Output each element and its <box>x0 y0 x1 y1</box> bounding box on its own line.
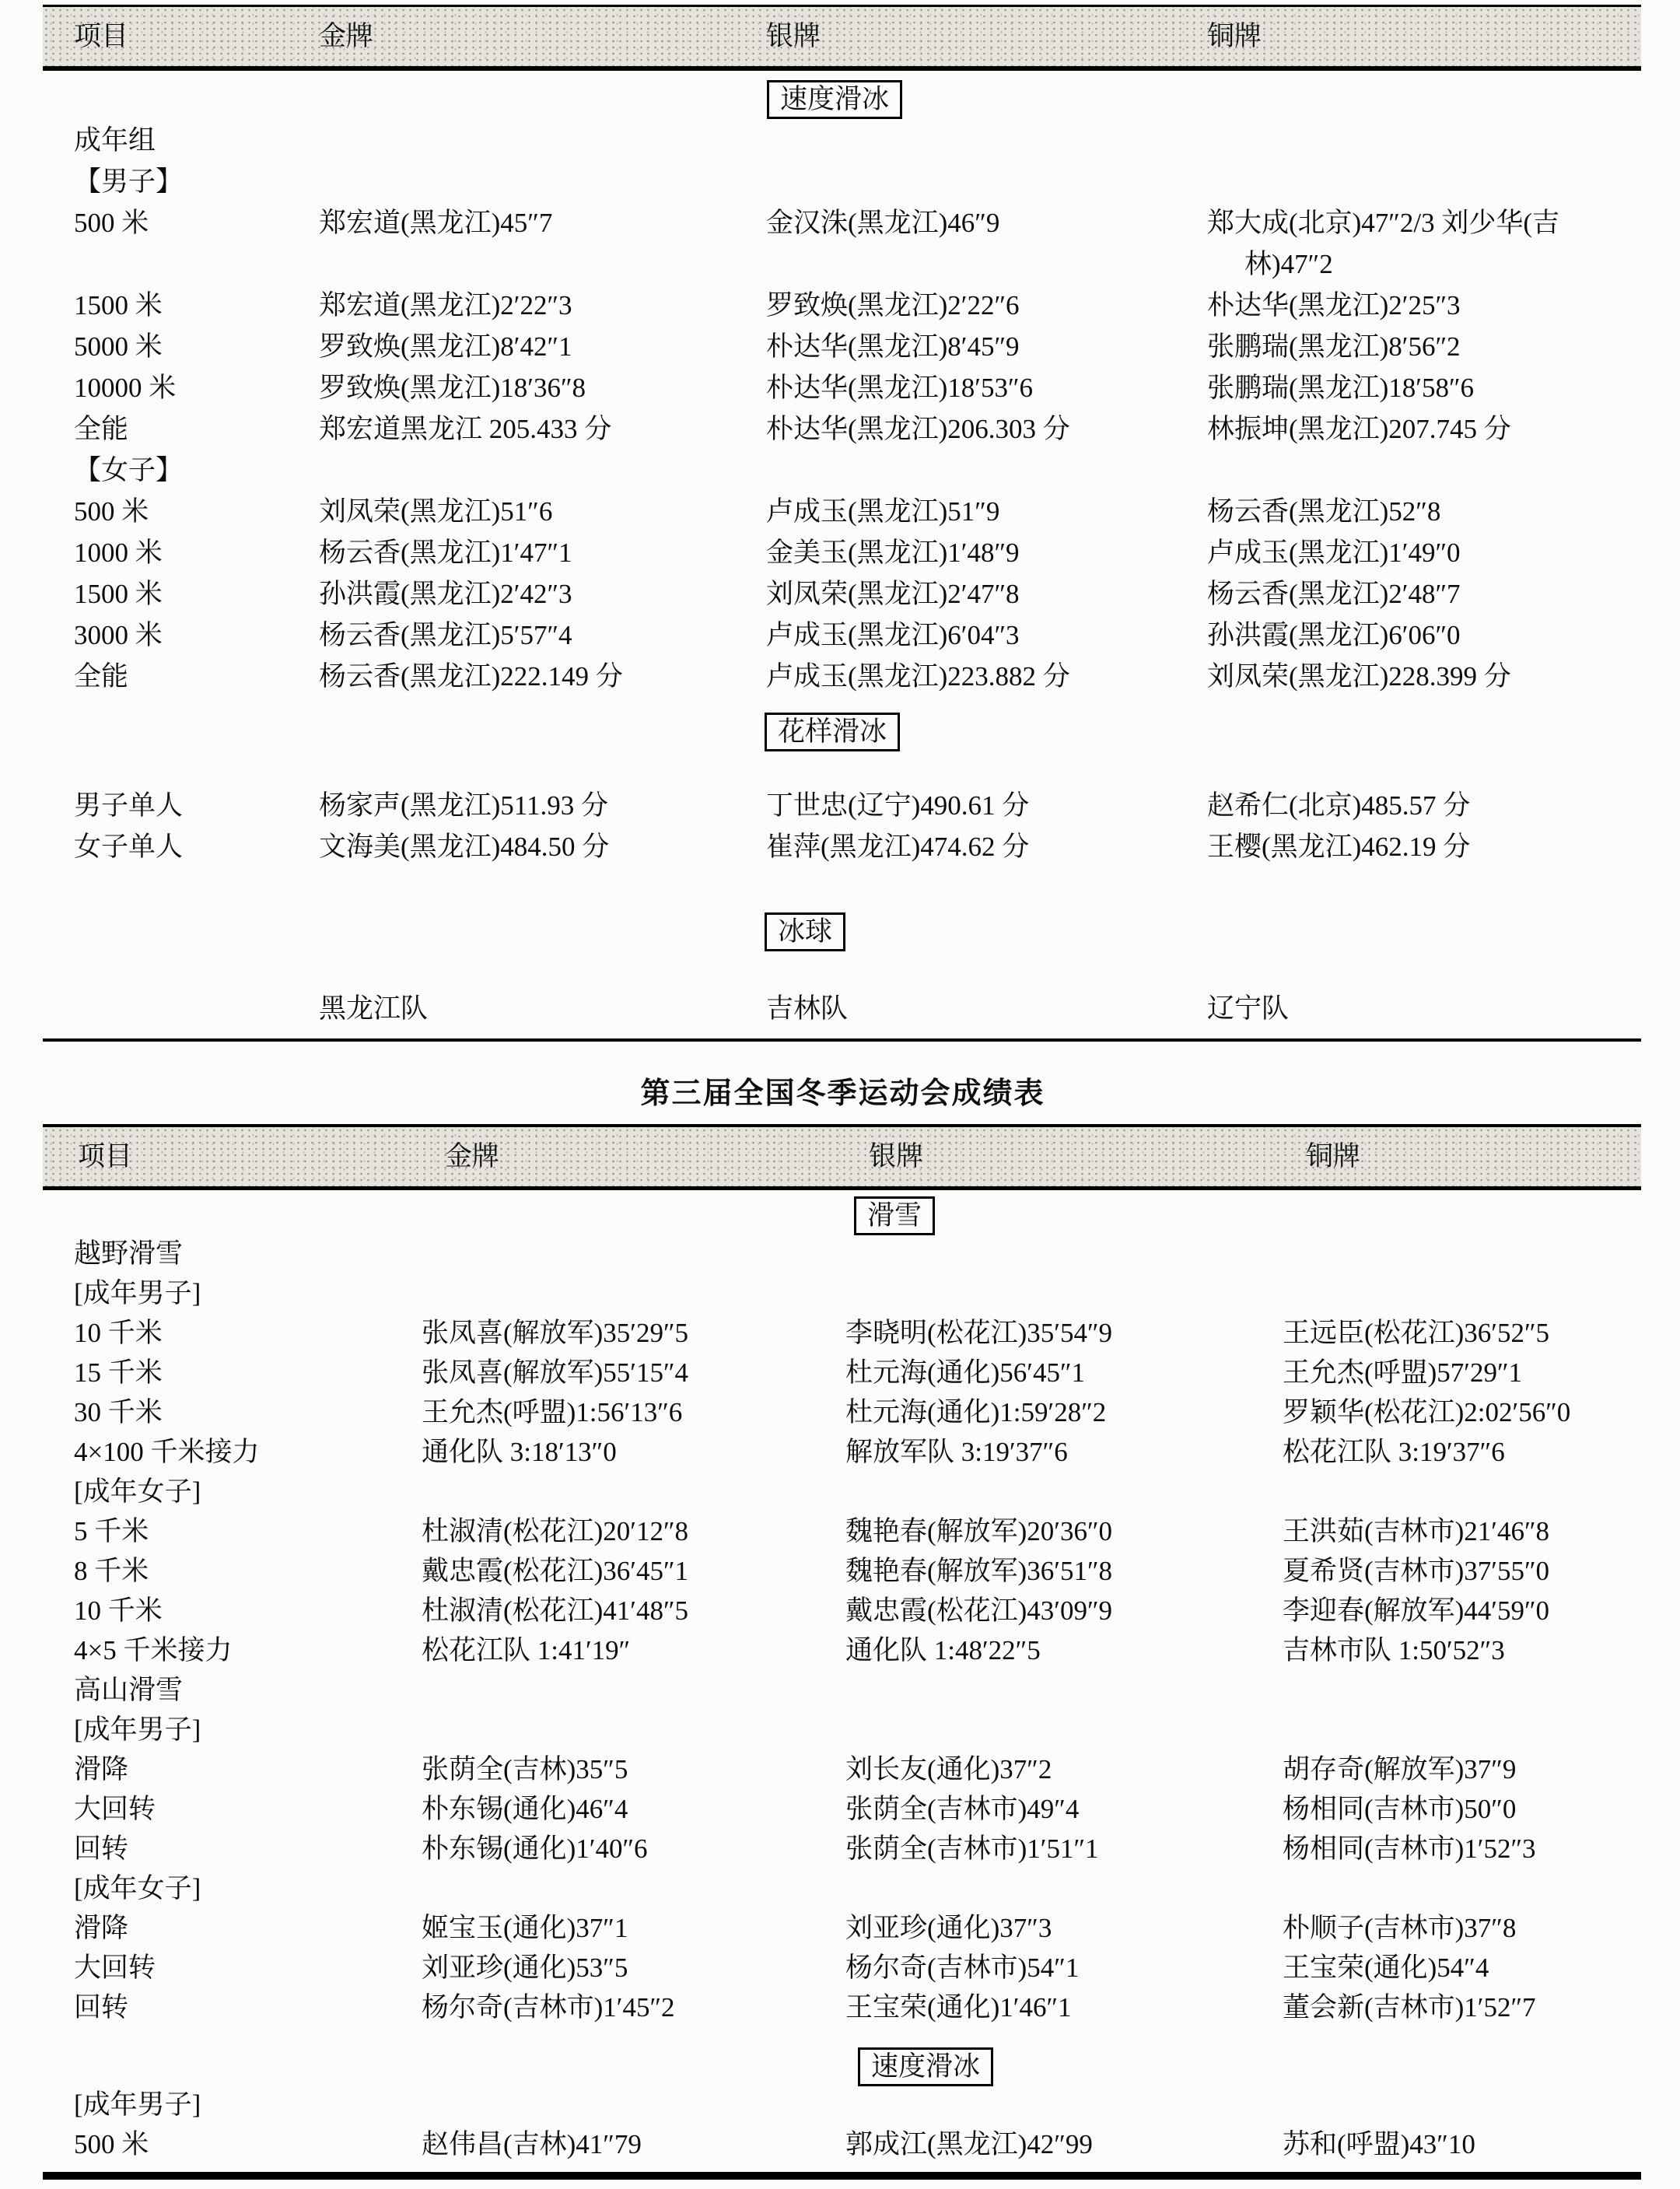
gold-cell: 杨云香(黑龙江)222.149 分 <box>319 661 623 692</box>
section-box-speed-skating: 速度滑冰 <box>858 2047 993 2086</box>
table-row <box>48 2124 1637 2164</box>
gold-cell: 朴东锡(通化)1′40″6 <box>422 1834 648 1864</box>
bronze-cell: 苏和(呼盟)43″10 <box>1283 2129 1475 2159</box>
section-box-speed-skating: 速度滑冰 <box>767 80 902 119</box>
table-row <box>48 491 1637 532</box>
section-row <box>48 711 1637 752</box>
table-row <box>48 1829 1637 1869</box>
bronze-cell: 松花江队 3:19′37″6 <box>1283 1437 1505 1467</box>
bronze-cell: 王允杰(呼盟)57′29″1 <box>1283 1357 1523 1388</box>
table-row <box>48 573 1637 615</box>
table2-header-gold: 金牌 <box>445 1141 500 1172</box>
event-cell: 大回转 <box>74 1794 156 1824</box>
bronze-cell: 吉林市队 1:50′52″3 <box>1283 1635 1505 1665</box>
event-cell: 10 千米 <box>74 1318 163 1348</box>
silver-cell: 杨尔奇(吉林市)54″1 <box>845 1953 1080 1983</box>
group-label-women: 【女子】 <box>74 455 184 485</box>
event-cell: 10 千米 <box>74 1595 163 1626</box>
gold-cell: 刘凤荣(黑龙江)51″6 <box>319 496 553 527</box>
table1-header-gold: 金牌 <box>319 21 374 51</box>
event-cell: 全能 <box>74 661 129 692</box>
group-row <box>48 120 1637 161</box>
gold-cell: 杨云香(黑龙江)5′57″4 <box>319 620 572 650</box>
bronze-cell: 王宝荣(通化)54″4 <box>1283 1953 1489 1983</box>
table1-bottom-rule <box>43 1038 1641 1042</box>
bronze-cell: 夏希贤(吉林市)37′55″0 <box>1283 1556 1550 1586</box>
table2-header-row <box>48 1127 1641 1186</box>
event-cell: 8 千米 <box>74 1556 149 1586</box>
gold-cell: 杨云香(黑龙江)1′47″1 <box>319 538 572 568</box>
event-cell: 1000 米 <box>74 538 163 568</box>
event-cell: 1500 米 <box>74 579 163 609</box>
gold-cell: 孙洪霞(黑龙江)2′42″3 <box>319 579 572 609</box>
group-row <box>48 1472 1637 1511</box>
event-cell: 5 千米 <box>74 1516 149 1546</box>
bronze-cell: 林振坤(黑龙江)207.745 分 <box>1207 414 1511 444</box>
group-label-men: 【男子】 <box>74 166 184 197</box>
event-cell: 10000 米 <box>74 373 177 403</box>
event-cell: 回转 <box>74 1992 129 2023</box>
table-row <box>48 1591 1637 1630</box>
gold-cell: 杜淑清(松花江)41′48″5 <box>422 1595 689 1626</box>
group-row <box>48 450 1637 491</box>
bronze-cell: 王远臣(松花江)36′52″5 <box>1283 1318 1550 1348</box>
silver-cell: 郭成江(黑龙江)42″99 <box>845 2129 1093 2159</box>
bronze-cell: 辽宁队 <box>1207 993 1290 1024</box>
event-cell: 女子单人 <box>74 832 184 862</box>
group-label-adult: 成年组 <box>74 125 156 156</box>
gold-cell: 赵伟昌(吉林)41″79 <box>422 2129 642 2159</box>
table-row <box>48 326 1637 367</box>
silver-cell: 魏艳春(解放军)36′51″8 <box>845 1556 1113 1586</box>
gold-cell: 郑宏道(黑龙江)45″7 <box>319 208 553 238</box>
event-cell: 全能 <box>74 414 129 444</box>
event-cell: 500 米 <box>74 2129 149 2159</box>
table-row <box>48 285 1637 326</box>
silver-cell: 朴达华(黑龙江)8′45″9 <box>766 331 1020 362</box>
gold-cell: 朴东锡(通化)46″4 <box>422 1794 628 1824</box>
silver-cell: 杜元海(通化)1:59′28″2 <box>845 1397 1107 1427</box>
silver-cell: 吉林队 <box>766 993 849 1024</box>
silver-cell: 朴达华(黑龙江)206.303 分 <box>766 414 1070 444</box>
group-label-adult-men: [成年男子] <box>74 1278 201 1308</box>
silver-cell: 崔萍(黑龙江)474.62 分 <box>766 832 1030 862</box>
table-row <box>48 532 1637 573</box>
page-bottom-rule <box>43 2172 1641 2180</box>
group-label-alpine: 高山滑雪 <box>74 1675 184 1705</box>
silver-cell: 李晓明(松花江)35′54″9 <box>845 1318 1113 1348</box>
silver-cell: 金美玉(黑龙江)1′48″9 <box>766 538 1020 568</box>
event-cell: 1500 米 <box>74 290 163 320</box>
gold-cell: 戴忠霞(松花江)36′45″1 <box>422 1556 689 1586</box>
gold-cell: 郑宏道黑龙江 205.433 分 <box>319 414 612 444</box>
group-row <box>48 1670 1637 1710</box>
section-row <box>48 2046 1637 2085</box>
event-cell: 滑降 <box>74 1913 129 1943</box>
gold-cell: 文海美(黑龙江)484.50 分 <box>319 832 610 862</box>
gold-cell: 罗致焕(黑龙江)8′42″1 <box>319 331 572 362</box>
bronze-cell: 杨云香(黑龙江)2′48″7 <box>1207 579 1461 609</box>
table2-skiing-speed-skating <box>48 1195 1637 2164</box>
table1-header-event: 项目 <box>74 21 129 51</box>
silver-cell: 金汉洙(黑龙江)46″9 <box>766 208 1000 238</box>
bronze-cell: 郑大成(北京)47″2/3 刘少华(吉林)47″2 <box>1207 208 1560 279</box>
event-cell: 500 米 <box>74 208 149 238</box>
bronze-cell: 杨相同(吉林市)50″0 <box>1283 1794 1517 1824</box>
group-row <box>48 2085 1637 2124</box>
bronze-cell: 胡存奇(解放军)37″9 <box>1283 1754 1517 1784</box>
silver-cell: 魏艳春(解放军)20′36″0 <box>845 1516 1113 1546</box>
event-cell: 5000 米 <box>74 331 163 362</box>
table2-header-event: 项目 <box>78 1141 133 1172</box>
gold-cell: 杨家声(黑龙江)511.93 分 <box>319 790 609 821</box>
silver-cell: 戴忠霞(松花江)43′09″9 <box>845 1595 1113 1626</box>
bronze-cell: 刘凤荣(黑龙江)228.399 分 <box>1207 661 1511 692</box>
table-row <box>48 826 1637 867</box>
group-row <box>48 161 1637 202</box>
group-row <box>48 1869 1637 1908</box>
table-row <box>48 1353 1637 1392</box>
bronze-cell: 董会新(吉林市)1′52″7 <box>1283 1992 1536 2023</box>
gold-cell: 通化队 3:18′13″0 <box>422 1437 617 1467</box>
silver-cell: 朴达华(黑龙江)18′53″6 <box>766 373 1034 403</box>
silver-cell: 王宝荣(通化)1′46″1 <box>845 1992 1072 2023</box>
table-row <box>48 367 1637 408</box>
silver-cell: 刘亚珍(通化)37″3 <box>845 1913 1052 1943</box>
group-label-adult-men: [成年男子] <box>74 2089 201 2120</box>
table2-header-silver: 银牌 <box>869 1141 924 1172</box>
gold-cell: 杨尔奇(吉林市)1′45″2 <box>422 1992 675 2023</box>
table-row <box>48 656 1637 697</box>
group-row <box>48 1234 1637 1273</box>
table-row <box>48 1988 1637 2027</box>
gold-cell: 张凤喜(解放军)35′29″5 <box>422 1318 689 1348</box>
bronze-cell: 王樱(黑龙江)462.19 分 <box>1207 832 1471 862</box>
table2-header-band <box>43 1124 1641 1190</box>
bronze-cell: 朴顺子(吉林市)37″8 <box>1283 1913 1517 1943</box>
silver-cell: 通化队 1:48′22″5 <box>845 1635 1041 1665</box>
table1-header-row <box>48 7 1641 66</box>
silver-cell: 卢成玉(黑龙江)51″9 <box>766 496 1000 527</box>
section-box-figure-skating: 花样滑冰 <box>765 713 900 751</box>
event-cell: 回转 <box>74 1834 129 1864</box>
table2-header-bronze: 铜牌 <box>1306 1141 1361 1172</box>
table1-header-bronze: 铜牌 <box>1207 21 1262 51</box>
bronze-cell: 赵希仁(北京)485.57 分 <box>1207 790 1471 821</box>
table-row <box>48 1789 1637 1829</box>
event-cell <box>48 988 319 1029</box>
event-cell: 滑降 <box>74 1754 129 1784</box>
table-row <box>48 408 1637 450</box>
gold-cell: 刘亚珍(通化)53″5 <box>422 1953 628 1983</box>
page-title: 第三届全国冬季运动会成绩表 <box>640 1077 1045 1110</box>
silver-cell: 丁世忠(辽宁)490.61 分 <box>766 790 1030 821</box>
table-row <box>48 1551 1637 1591</box>
gold-cell: 杜淑清(松花江)20′12″8 <box>422 1516 689 1546</box>
table-row <box>48 1432 1637 1472</box>
silver-cell: 张荫全(吉林市)49″4 <box>845 1794 1080 1824</box>
table-row <box>48 202 1637 285</box>
bronze-cell: 罗颖华(松花江)2:02′56″0 <box>1283 1397 1571 1427</box>
bronze-cell: 张鹏瑞(黑龙江)8′56″2 <box>1207 331 1461 362</box>
silver-cell: 卢成玉(黑龙江)223.882 分 <box>766 661 1070 692</box>
silver-cell: 刘凤荣(黑龙江)2′47″8 <box>766 579 1020 609</box>
table1-speed-skating-figure-skating-hockey <box>48 79 1637 1029</box>
silver-cell: 卢成玉(黑龙江)6′04″3 <box>766 620 1020 650</box>
bronze-cell: 李迎春(解放军)44′59″0 <box>1283 1595 1550 1626</box>
group-row <box>48 1273 1637 1313</box>
table-row <box>48 1511 1637 1551</box>
table-row <box>48 1313 1637 1353</box>
section-box-skiing: 滑雪 <box>854 1196 935 1235</box>
bronze-cell: 张鹏瑞(黑龙江)18′58″6 <box>1207 373 1475 403</box>
event-cell: 30 千米 <box>74 1397 163 1427</box>
section-row <box>48 911 1637 952</box>
gold-cell: 张凤喜(解放军)55′15″4 <box>422 1357 689 1388</box>
event-cell: 500 米 <box>74 496 149 527</box>
bronze-cell: 杨相同(吉林市)1′52″3 <box>1283 1834 1536 1864</box>
group-label-cross-country: 越野滑雪 <box>74 1238 184 1269</box>
gold-cell: 张荫全(吉林)35″5 <box>422 1754 628 1784</box>
group-label-adult-men: [成年男子] <box>74 1714 201 1745</box>
table1-header-silver: 银牌 <box>766 21 821 51</box>
event-cell: 4×100 千米接力 <box>74 1437 260 1467</box>
event-cell: 3000 米 <box>74 620 163 650</box>
gold-cell: 王允杰(呼盟)1:56′13″6 <box>422 1397 683 1427</box>
gold-cell: 郑宏道(黑龙江)2′22″3 <box>319 290 572 320</box>
section-row <box>48 79 1637 120</box>
event-cell: 大回转 <box>74 1953 156 1983</box>
silver-cell: 刘长友(通化)37″2 <box>845 1754 1052 1784</box>
table-row-teams <box>48 988 1637 1029</box>
gold-cell: 黑龙江队 <box>319 993 429 1024</box>
gold-cell: 罗致焕(黑龙江)18′36″8 <box>319 373 586 403</box>
table-row <box>48 1948 1637 1988</box>
event-cell: 男子单人 <box>74 790 184 821</box>
event-cell: 15 千米 <box>74 1357 163 1388</box>
group-label-adult-women: [成年女子] <box>74 1476 201 1507</box>
gold-cell: 松花江队 1:41′19″ <box>422 1635 631 1665</box>
table-row <box>48 1630 1637 1670</box>
bronze-cell: 卢成玉(黑龙江)1′49″0 <box>1207 538 1461 568</box>
group-row <box>48 1710 1637 1749</box>
gold-cell: 姬宝玉(通化)37″1 <box>422 1913 628 1943</box>
bronze-cell: 朴达华(黑龙江)2′25″3 <box>1207 290 1461 320</box>
silver-cell: 张荫全(吉林市)1′51″1 <box>845 1834 1099 1864</box>
table1-header-band <box>43 5 1641 71</box>
bronze-cell: 王洪茹(吉林市)21′46″8 <box>1283 1516 1550 1546</box>
table-row <box>48 785 1637 826</box>
table-row <box>48 1908 1637 1948</box>
silver-cell: 解放军队 3:19′37″6 <box>845 1437 1068 1467</box>
table-row <box>48 615 1637 656</box>
bronze-cell: 孙洪霞(黑龙江)6′06″0 <box>1207 620 1461 650</box>
silver-cell: 杜元海(通化)56′45″1 <box>845 1357 1086 1388</box>
silver-cell: 罗致焕(黑龙江)2′22″6 <box>766 290 1020 320</box>
table-row <box>48 1749 1637 1789</box>
bronze-cell: 杨云香(黑龙江)52″8 <box>1207 496 1441 527</box>
group-label-adult-women: [成年女子] <box>74 1873 201 1904</box>
section-row <box>48 1195 1637 1234</box>
section-box-ice-hockey: 冰球 <box>765 912 845 951</box>
event-cell: 4×5 千米接力 <box>74 1635 233 1665</box>
table-row <box>48 1392 1637 1432</box>
